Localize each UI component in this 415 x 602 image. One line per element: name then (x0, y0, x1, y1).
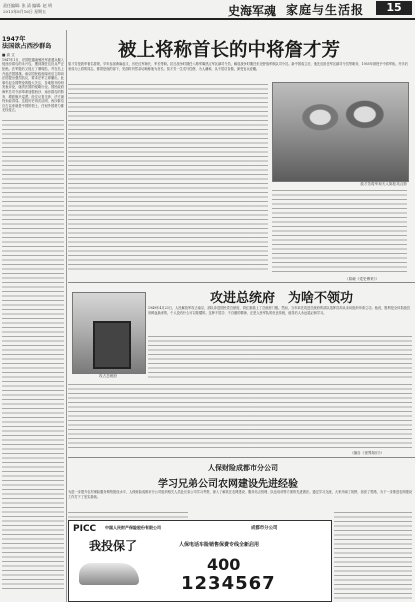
company-org-name: 人保财险成都市分公司 (208, 463, 278, 472)
second-article-photo-caption: 攻占总统府 (99, 374, 117, 378)
second-article-rule (68, 282, 415, 283)
ad-phone-prefix: 400 (207, 555, 241, 574)
left-article-byline: ■ 高 文 (2, 52, 15, 57)
ad-slogan: 我投保了 (89, 539, 138, 553)
page-number: 15 (376, 1, 412, 15)
company-article-body: 为进一步提升农村保险服务网络建设水平，人保财险成都市分公司组织相关人员赴兄弟公司学习考察，深入了解其在农网建设、服务站点管理、队伍培训等方面的先进做法。通过学习交流，大家开阔了视野，拓宽了思路，为下一步推进农网建设工作打下了坚实基础。 (68, 490, 412, 499)
main-article-right-columns (272, 190, 407, 272)
company-article-columns-left (68, 512, 188, 520)
section-title: 史海军魂 (228, 4, 277, 18)
picc-advertisement (68, 520, 332, 602)
masthead-meta-line1: 责任编辑: 张 清 编辑: 赵 明 (3, 3, 53, 8)
masthead-meta-line2: 2013年8月16日 星期五 (3, 9, 47, 14)
main-article-columns (68, 84, 268, 272)
second-article-columns (68, 384, 412, 448)
second-article-body: 1949年4月23日，人民解放军攻占南京，部队冲进国民党总统府，将红旗插上了总统府门楼。然而，当年率先攻进总统府的部队指挥员却从未向组织申请立功。他说，胜利是全体指战员用鲜血换来的，个人没有什么可以炫耀的。这种不居功、不自傲的精神，正是人民军队的优良传统，值得后人永远铭记和学习。 (148, 306, 410, 315)
masthead (0, 0, 415, 30)
ad-branch-name: 成都市分公司 (251, 526, 278, 531)
couple-photo (272, 82, 409, 182)
second-article-headline: 攻进总统府 为啥不领功 (210, 291, 354, 306)
company-article-rule (68, 457, 415, 458)
left-article-body-continued (2, 120, 64, 590)
ad-company-name: 中国人民财产保险股份有限公司 (105, 525, 161, 530)
masthead-rule (0, 18, 415, 20)
presidential-palace-photo (72, 292, 146, 374)
second-article-top-columns (148, 336, 412, 380)
second-article-footer: （摘自《世界知识》） (350, 451, 385, 455)
left-column-rule (66, 30, 67, 602)
couple-photo-caption: 詹才芳将军和夫人陈桂英合影 (360, 182, 407, 186)
main-article-lede: 詹才芳是我军著名将领，早年参加黄麻起义，历任红军师长、军长等职。抗日战争时期任八路军冀热辽军区副司令员，解放战争时期任东北野战军纵队司令员。新中国成立后，他先后担任军区副司令员等职务，1955年被授予中将军衔。许多后来成为上将的同志，都曾是他的部下，见面时仍然亲切地称他为首长。詹才芳一生戎马倥偬，为人谦和，从不居功自傲，深受官兵爱戴。 (68, 62, 408, 71)
company-article-columns-right (334, 512, 412, 600)
main-article-headline: 被上将称首长的中将詹才芳 (118, 40, 341, 61)
left-article-body: 1947年1月，法国驻越南殖民军派遣兵舰入侵西沙群岛的永兴岛，遭到我驻岛官兵严正拒绝。法军随后又侵占了珊瑚岛，并在岛上升起法国国旗。南京国民政府闻讯后立即向法国提出强烈抗议，要求法军立即撤出。此事引起全国舆论的极大关注，各地报刊纷纷发表评论，谴责法国的侵略行径。国民政府海军总司令部奉命加强西沙、南沙群岛的防务，增派舰只巡逻。经过反复交涉，法方最终未能得逞。这段历史再次证明，西沙群岛自古以来就是中国的领土，任何外国势力都无权侵占。 (2, 57, 64, 113)
left-article (2, 36, 64, 602)
ad-phone-number: 1234567 (181, 573, 276, 594)
ad-subtitle: 人保电话车险销售保费专线全新启用 (179, 542, 260, 548)
paper-name: 家庭与生活报 (286, 3, 365, 17)
left-article-headline: 1947年 法国欲占西沙群岛 (2, 36, 52, 51)
picc-logo: PICC (73, 524, 97, 534)
ad-car-graphic (79, 563, 139, 585)
company-article-headline: 学习兄弟公司农网建设先进经验 (158, 479, 298, 490)
main-article-footer: （原载《党史博采》） (345, 277, 380, 281)
